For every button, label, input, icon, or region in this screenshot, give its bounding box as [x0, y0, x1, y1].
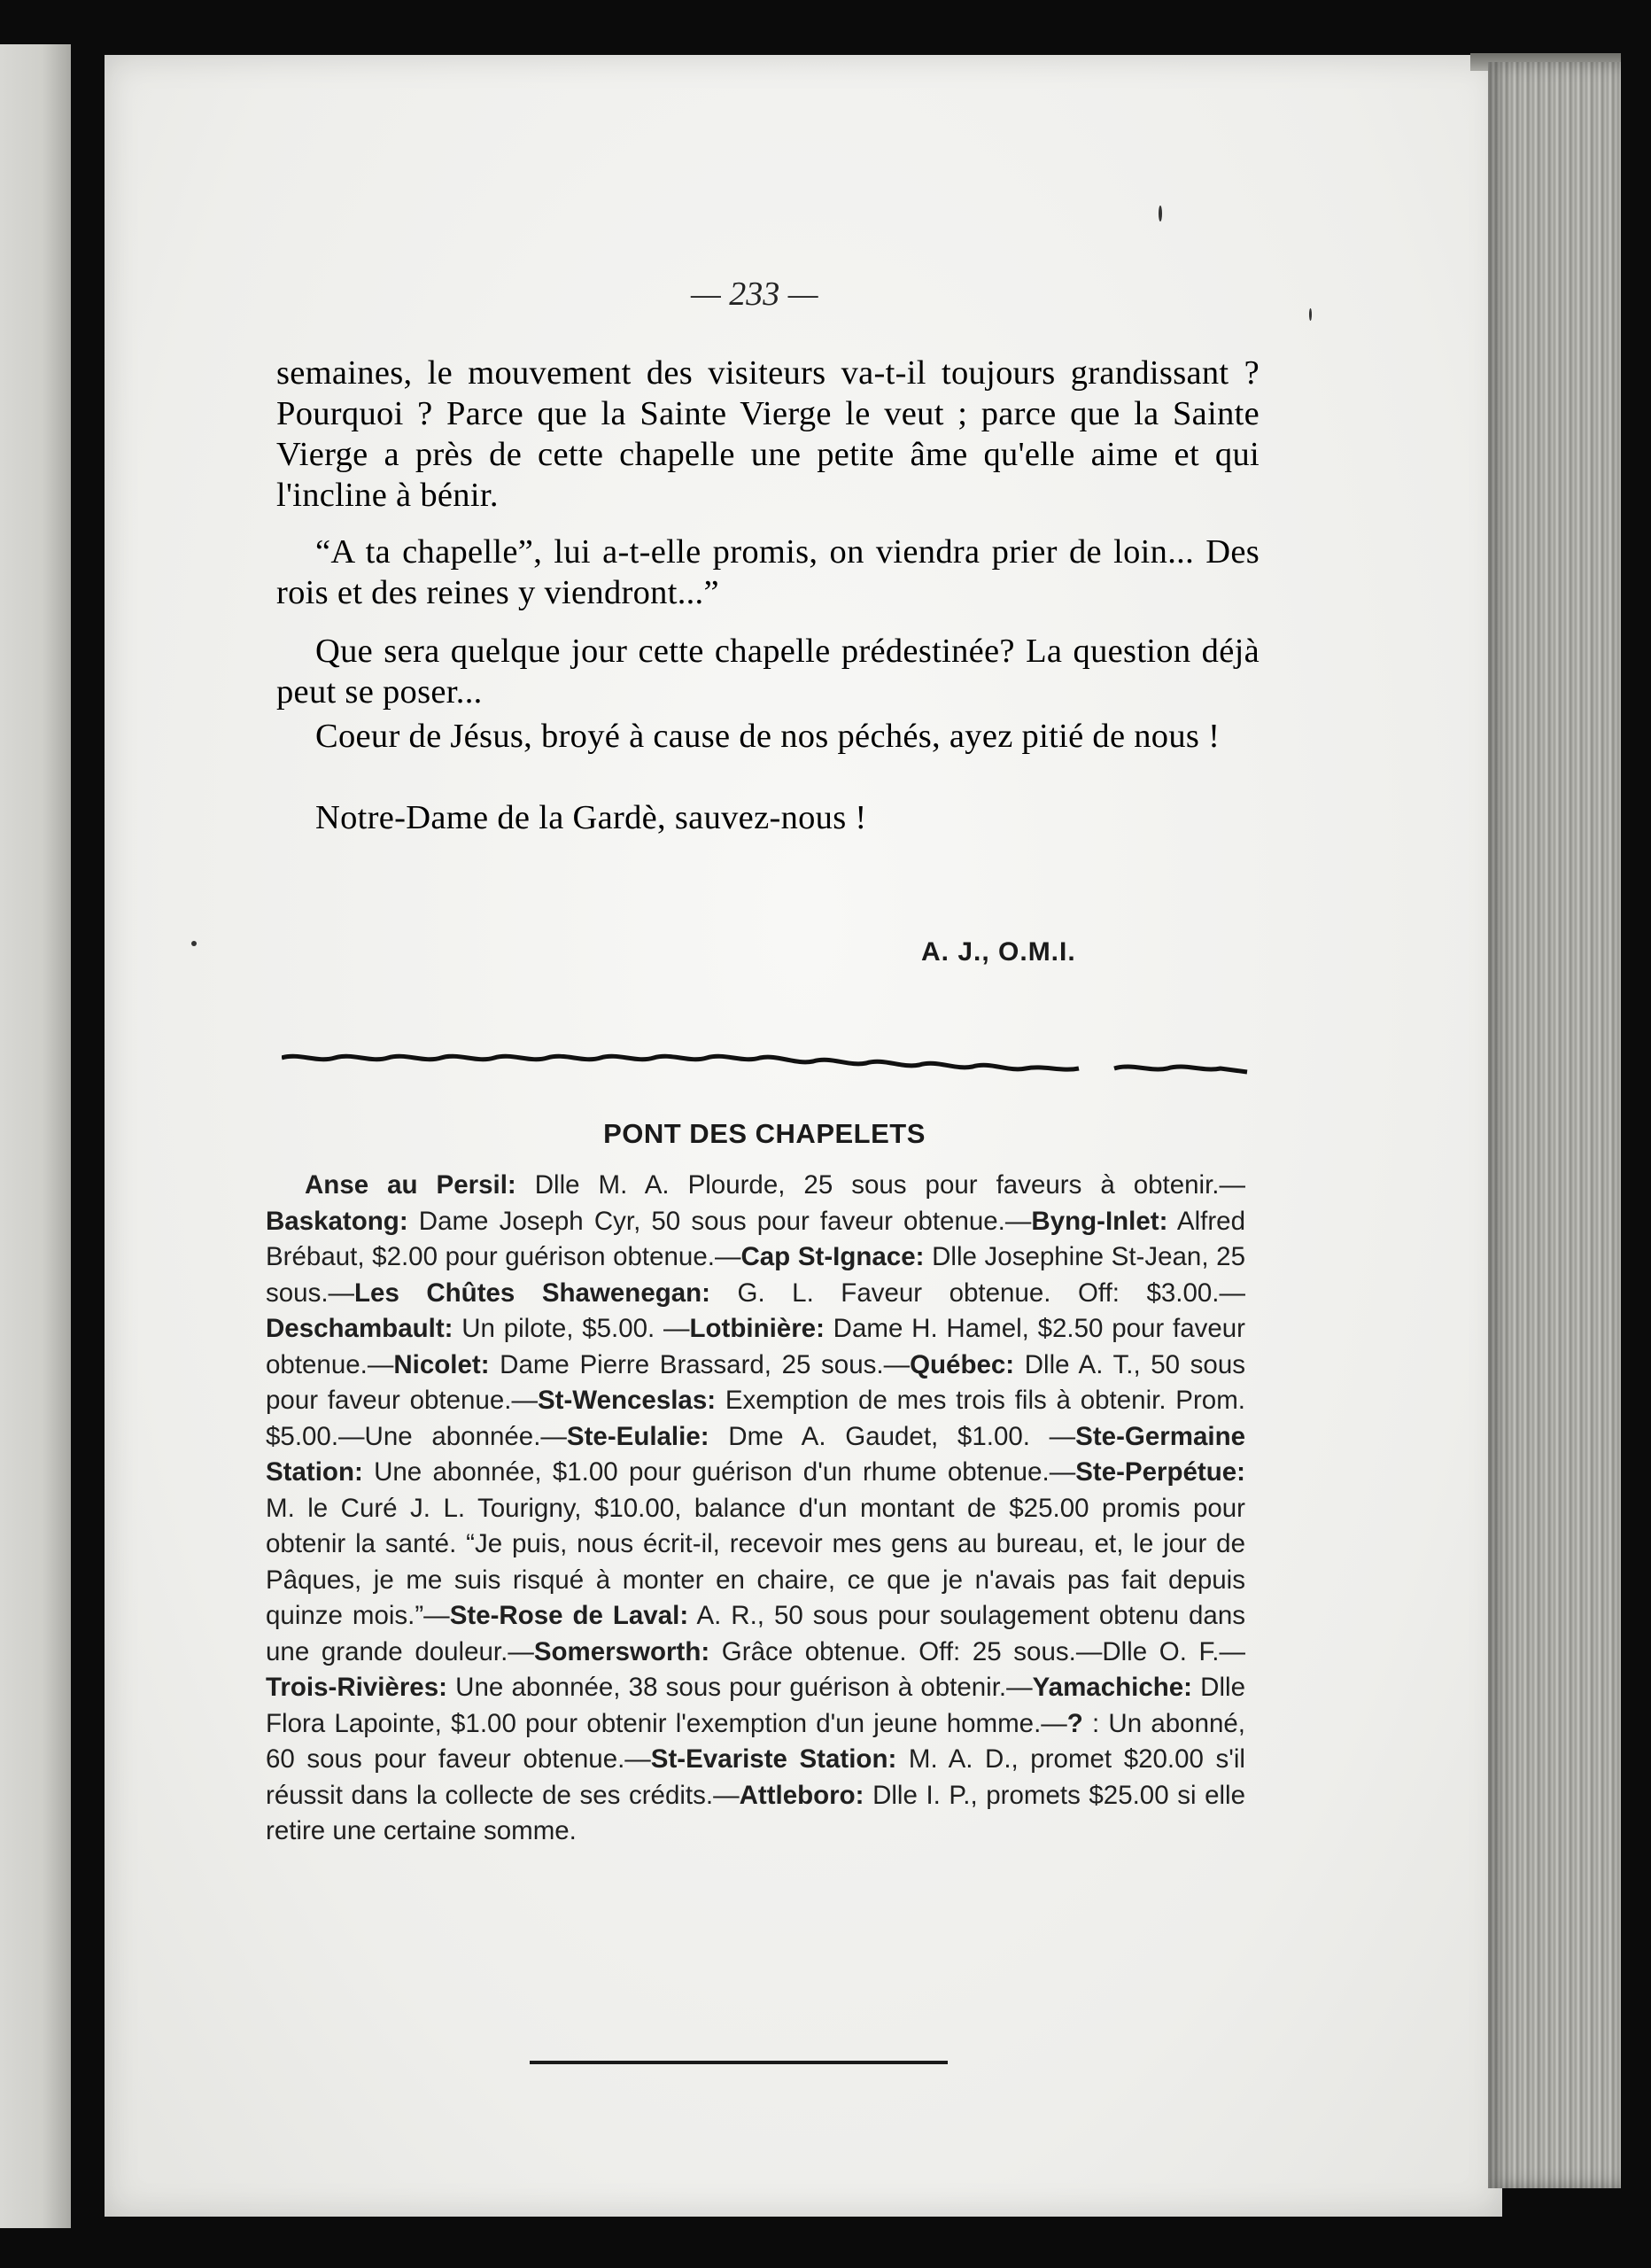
- paragraph-1: [276, 353, 1260, 516]
- entry-place: Deschambault:: [266, 1314, 453, 1343]
- entry-place: Nicolet:: [393, 1349, 490, 1379]
- entry-place: Ste-Eulalie:: [566, 1421, 709, 1451]
- entry-place: Yamachiche:: [1032, 1673, 1192, 1702]
- paragraph-text: Notre-Dame de la Gardè, sauvez-nous !: [315, 799, 867, 836]
- paragraph-4: [276, 716, 1260, 757]
- entry-text: Grâce obtenue. Off: 25 sous.—Dlle O. F.—: [709, 1636, 1245, 1666]
- paragraph-text: “A ta chapelle”, lui a-t-elle promis, on viendra prier de loin... Des rois et des reines y viendront...”: [276, 533, 1260, 611]
- entry-text: Un pilote, $5.00. —: [453, 1314, 690, 1343]
- closing-rule: [530, 2061, 948, 2064]
- entry-place: St-Evariste Station:: [650, 1744, 897, 1774]
- entry-place: Ste-Perpétue:: [1075, 1457, 1245, 1487]
- entry-place: ?: [1066, 1708, 1083, 1738]
- entry-place: St-Wenceslas:: [537, 1386, 717, 1415]
- entry-text: Dame H. Hamel, $2.50 pour faveur obtenue.—: [266, 1314, 1245, 1379]
- entry-text: A. R., 50 sous pour soulagement obtenu dans une grande douleur.—: [266, 1601, 1245, 1666]
- entry-text: Dme A. Gaudet, $1.00. —: [709, 1421, 1076, 1451]
- entry-place: Somersworth:: [533, 1636, 710, 1666]
- entry-place: Trois-Rivières:: [266, 1673, 447, 1702]
- entry-place: Ste-Germaine Station:: [266, 1421, 1245, 1487]
- page-number: — 233 —: [691, 276, 818, 313]
- entry-text: Dlle Josephine St-Jean, 25 sous.—: [266, 1242, 1245, 1308]
- entry-place: Byng-Inlet:: [1031, 1206, 1168, 1236]
- entry-text: M. A. D., promet $20.00 s'il réussit dans la collecte de ses crédits.—: [266, 1744, 1245, 1810]
- page-stack-edges: [1488, 62, 1621, 2188]
- entry-text: Dame Pierre Brassard, 25 sous.—: [489, 1349, 911, 1379]
- page-speck: [1309, 308, 1312, 321]
- entry-text: Dlle M. A. Plourde, 25 sous pour faveurs à obtenir.—: [515, 1170, 1245, 1200]
- paragraph-3: [276, 631, 1260, 712]
- entry-text: Une abonnée, $1.00 pour guérison d'un rhume obtenue.—: [362, 1457, 1076, 1487]
- entry-text: G. L. Faveur obtenue. Off: $3.00.—: [710, 1278, 1245, 1308]
- entry-text: Dame Joseph Cyr, 50 sous pour faveur obtenue.—: [407, 1206, 1032, 1236]
- entry-place: Baskatong:: [266, 1206, 408, 1236]
- entry-place: Cap St-Ignace:: [740, 1242, 925, 1271]
- wavy-divider: [282, 1045, 1256, 1081]
- entry-text: Une abonnée, 38 sous pour guérison à obtenir.—: [446, 1673, 1033, 1702]
- entry-text: Dlle A. T., 50 sous pour faveur obtenue.—: [266, 1349, 1245, 1415]
- paragraph-text: semaines, le mouvement des visiteurs va-t-il toujours grandissant ? Pourquoi ? Parce que la Sainte Vierge le veut ; parce que la Sainte Vierge a près de cette chapelle une petite âme qu'elle aime et qui l'incline à bénir.: [276, 354, 1260, 514]
- left-page-edge: [0, 44, 71, 2228]
- entry-place: Les Chûtes Shawenegan:: [354, 1278, 711, 1308]
- entry-place: Ste-Rose de Laval:: [449, 1601, 689, 1630]
- paragraph-2: [276, 532, 1260, 613]
- entry-text: M. le Curé J. L. Tourigny, $10.00, balance d'un montant de $25.00 promis pour obtenir la santé. “Je puis, nous écrit-il, recevoir mes gens au bureau, et, le jour de Pâques, je me suis risqué à monter en chaire, ce que je n'avais pas fait depuis quinze mois.”—: [266, 1493, 1245, 1630]
- page-speck: [191, 941, 197, 946]
- paragraph-text: Que sera quelque jour cette chapelle prédestinée? La question déjà peut se poser...: [276, 633, 1260, 711]
- author-signature: A. J., O.M.I.: [921, 937, 1076, 967]
- entry-text: : Un abonné, 60 sous pour faveur obtenue.—: [266, 1708, 1245, 1774]
- entry-text: Dlle Flora Lapointe, $1.00 pour obtenir l'exemption d'un jeune homme.—: [266, 1673, 1246, 1738]
- entry-text: Alfred Brébaut, $2.00 pour guérison obtenue.—: [266, 1206, 1245, 1271]
- book-gutter: [71, 35, 106, 2250]
- entry-place: Anse au Persil:: [305, 1170, 516, 1200]
- paragraph-5: [276, 797, 1260, 838]
- entry-place: Lotbinière:: [689, 1314, 825, 1343]
- entry-text: Dlle I. P., promets $25.00 si elle retire une certaine somme.: [266, 1780, 1245, 1845]
- page-speck: [1159, 206, 1162, 221]
- section-title: PONT DES CHAPELETS: [603, 1118, 926, 1149]
- donation-entries: [266, 1168, 1245, 1850]
- entry-text: Exemption de mes trois fils à obtenir. Prom. $5.00.—Une abonnée.—: [266, 1386, 1245, 1451]
- entry-place: Attleboro:: [739, 1780, 864, 1810]
- entry-place: Québec:: [910, 1349, 1015, 1379]
- paragraph-text: Coeur de Jésus, broyé à cause de nos péchés, ayez pitié de nous !: [315, 718, 1221, 755]
